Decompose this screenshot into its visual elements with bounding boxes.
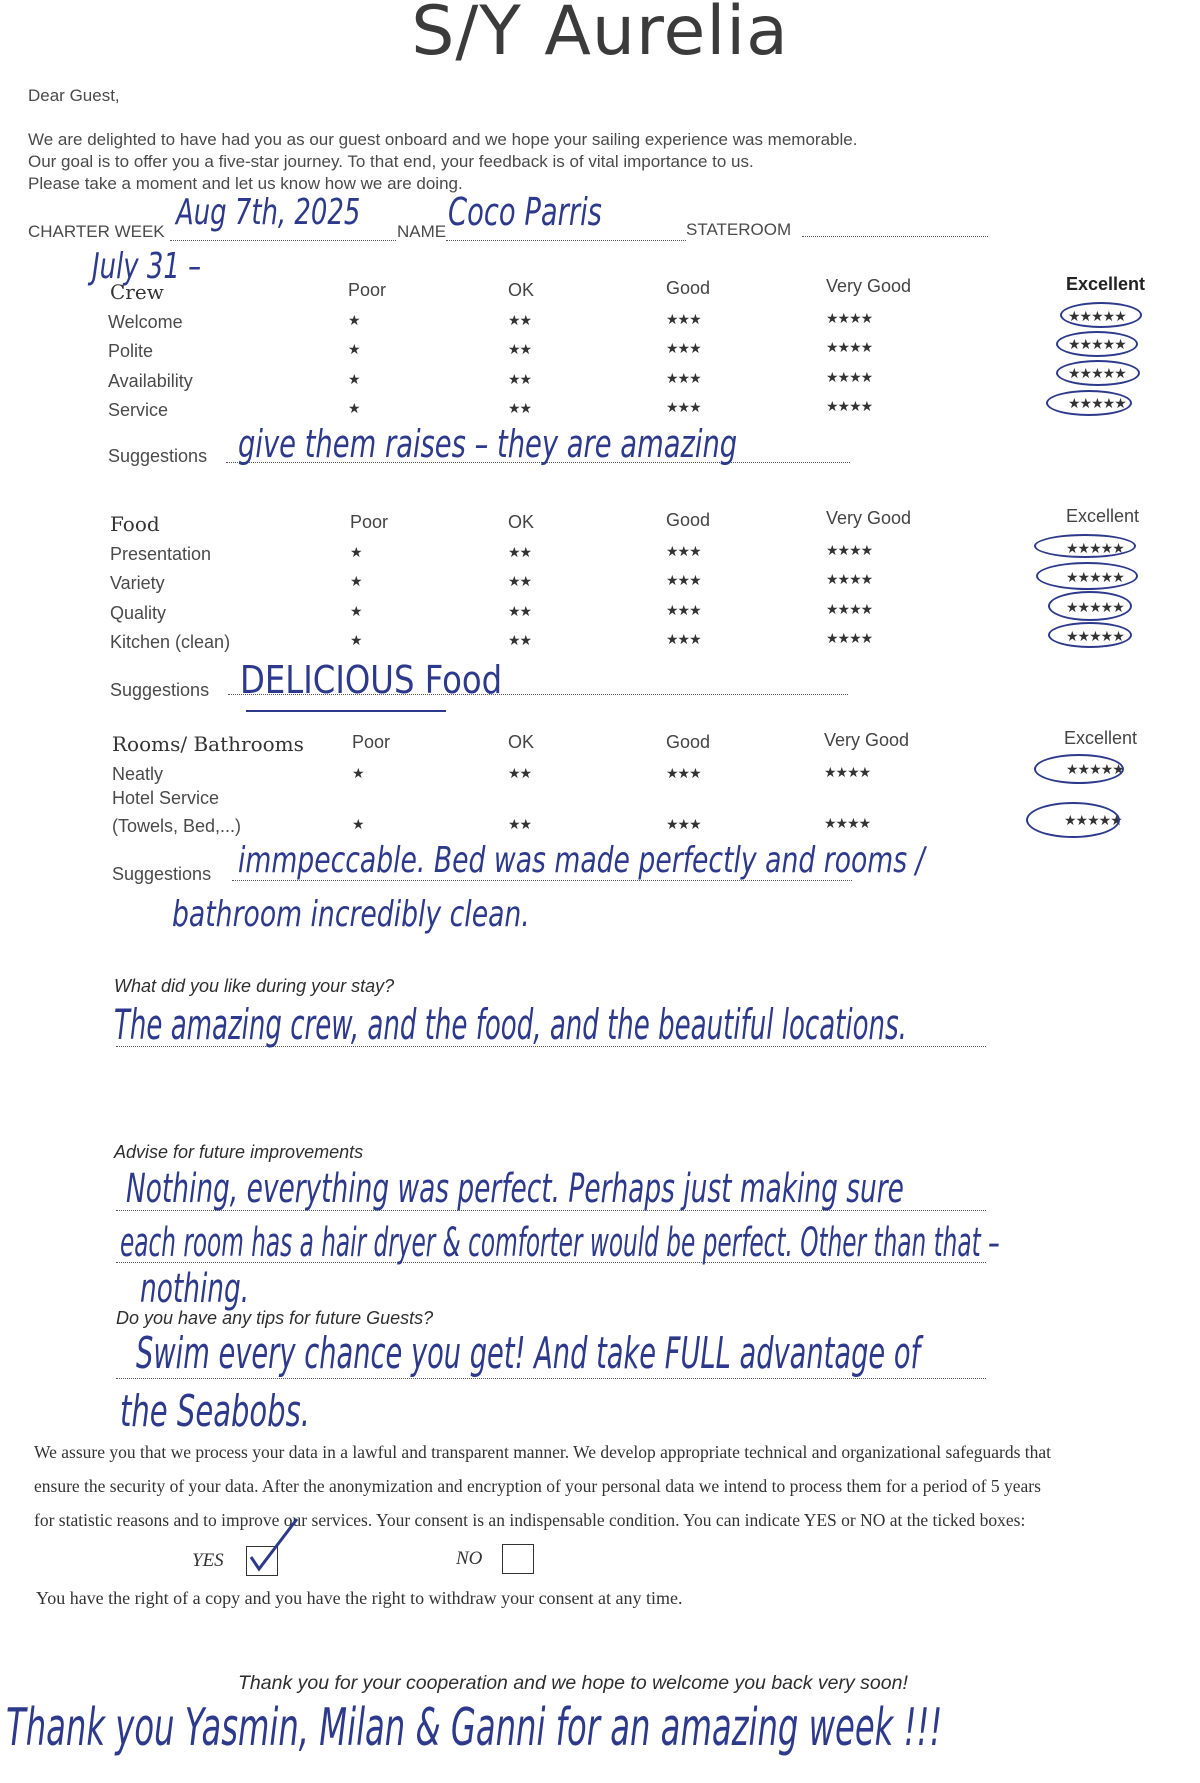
- selected-excellent-circle: [1034, 534, 1136, 558]
- rating-poor[interactable]: ★: [352, 817, 364, 833]
- rating-good[interactable]: ★★★: [666, 312, 701, 328]
- rating-very-good[interactable]: ★★★★: [826, 370, 873, 386]
- col-very-good: Very Good: [824, 730, 910, 750]
- rating-ok[interactable]: ★★: [508, 545, 532, 561]
- rating-excellent[interactable]: ★★★★★: [1064, 813, 1122, 829]
- rating-excellent[interactable]: ★★★★★: [1066, 762, 1124, 778]
- food-item-variety: Variety: [110, 573, 165, 593]
- rating-excellent[interactable]: ★★★★★: [1066, 570, 1124, 586]
- rating-ok[interactable]: ★★: [508, 372, 532, 388]
- rating-ok[interactable]: ★★: [508, 342, 532, 358]
- rating-very-good[interactable]: ★★★★: [826, 572, 873, 588]
- liked-question: What did you like during your stay?: [114, 976, 395, 996]
- rating-poor[interactable]: ★: [348, 401, 360, 417]
- rating-poor[interactable]: ★: [350, 604, 362, 620]
- improvements-answer-line-1[interactable]: Nothing, everything was perfect. Perhaps just making sure: [126, 1166, 904, 1212]
- rating-excellent[interactable]: ★★★★★: [1068, 309, 1126, 325]
- crew-item-availability: Availability: [108, 371, 193, 391]
- guest-name-value[interactable]: Coco Parris: [448, 190, 602, 234]
- selected-excellent-circle: [1048, 591, 1132, 621]
- rating-good[interactable]: ★★★: [666, 341, 701, 357]
- col-ok: OK: [508, 512, 535, 532]
- rating-ok[interactable]: ★★: [508, 604, 532, 620]
- improvements-question: Advise for future improvements: [114, 1142, 364, 1162]
- rooms-suggestion-line-1[interactable]: immpeccable. Bed was made perfectly and rooms /: [238, 840, 925, 881]
- liked-answer[interactable]: The amazing crew, and the food, and the beautiful locations.: [114, 1000, 907, 1049]
- rating-poor[interactable]: ★: [350, 633, 362, 649]
- food-item-kitchen: Kitchen (clean): [110, 632, 231, 652]
- col-poor: Poor: [348, 280, 387, 300]
- col-excellent: Excellent: [1066, 506, 1140, 526]
- rating-good[interactable]: ★★★: [666, 544, 701, 560]
- col-poor: Poor: [350, 512, 389, 532]
- intro-line-1: We are delighted to have had you as our guest onboard and we hope your sailing experience was memorable.: [28, 130, 858, 149]
- rating-very-good[interactable]: ★★★★: [826, 543, 873, 559]
- stateroom-label: STATEROOM: [686, 220, 792, 239]
- rating-very-good[interactable]: ★★★★: [826, 399, 873, 415]
- selected-excellent-circle: [1056, 331, 1138, 357]
- food-item-presentation: Presentation: [110, 544, 212, 564]
- improvements-answer-line-3[interactable]: nothing.: [140, 1266, 250, 1312]
- rating-very-good[interactable]: ★★★★: [826, 340, 873, 356]
- handwritten-thank-you: Thank you Yasmin, Milan & Ganni for an amazing week !!!: [6, 1698, 943, 1758]
- no-checkbox[interactable]: [502, 1544, 534, 1574]
- selected-excellent-circle: [1048, 622, 1132, 648]
- food-item-quality: Quality: [110, 603, 167, 623]
- improvements-answer-line-2[interactable]: each room has a hair dryer & comforter would be perfect. Other than that –: [120, 1220, 1000, 1266]
- rating-ok[interactable]: ★★: [508, 574, 532, 590]
- tips-question: Do you have any tips for future Guests?: [116, 1308, 434, 1328]
- crew-suggestions-label: Suggestions: [108, 446, 208, 466]
- col-excellent: Excellent: [1064, 728, 1138, 748]
- consent-rights: You have the right of a copy and you have the right to withdraw your consent at any time.: [36, 1588, 683, 1608]
- rating-poor[interactable]: ★: [350, 545, 362, 561]
- rating-ok[interactable]: ★★: [508, 766, 532, 782]
- charter-week-extra: July 31 –: [92, 246, 202, 287]
- yes-checkbox[interactable]: [246, 1546, 278, 1576]
- col-very-good: Very Good: [826, 276, 912, 296]
- rating-ok[interactable]: ★★: [508, 401, 532, 417]
- col-excellent: Excellent: [1066, 274, 1146, 294]
- charter-week-value[interactable]: Aug 7th, 2025: [176, 192, 361, 233]
- selected-excellent-circle: [1034, 754, 1124, 784]
- yes-label: YES: [192, 1550, 224, 1571]
- charter-week-label: CHARTER WEEK: [28, 222, 165, 241]
- no-label: NO: [456, 1548, 483, 1569]
- consent-line-1: We assure you that we process your data in a lawful and transparent manner. We develop appropriate technical and organizational safeguards that: [34, 1442, 1051, 1462]
- rooms-item-hotel-service: Hotel Service: [112, 788, 220, 808]
- rooms-item-towels-bed: (Towels, Bed,...): [112, 816, 242, 836]
- rating-good[interactable]: ★★★: [666, 400, 701, 416]
- rating-ok[interactable]: ★★: [508, 633, 532, 649]
- section-title-food: Food: [110, 512, 160, 536]
- rating-very-good[interactable]: ★★★★: [826, 602, 873, 618]
- rating-poor[interactable]: ★: [350, 574, 362, 590]
- rooms-suggestions-label: Suggestions: [112, 864, 212, 884]
- rating-poor[interactable]: ★: [348, 372, 360, 388]
- selected-excellent-circle: [1036, 562, 1138, 590]
- intro-line-2: Our goal is to offer you a five-star journey. To that end, your feedback is of vital importance to us.: [28, 152, 754, 171]
- rating-poor[interactable]: ★: [348, 313, 360, 329]
- rating-ok[interactable]: ★★: [508, 313, 532, 329]
- col-ok: OK: [508, 732, 535, 752]
- rating-excellent[interactable]: ★★★★★: [1068, 337, 1126, 353]
- selected-excellent-circle: [1046, 390, 1132, 416]
- crew-item-polite: Polite: [108, 341, 154, 361]
- rating-good[interactable]: ★★★: [666, 573, 701, 589]
- crew-item-welcome: Welcome: [108, 312, 183, 332]
- rating-excellent[interactable]: ★★★★★: [1066, 629, 1124, 645]
- col-good: Good: [666, 510, 711, 530]
- rooms-item-neatly: Neatly: [112, 764, 164, 784]
- footer-thanks: Thank you for your cooperation and we hope to welcome you back very soon!: [238, 1672, 908, 1694]
- selected-excellent-circle: [1056, 360, 1140, 386]
- col-ok: OK: [508, 280, 535, 300]
- stateroom-field[interactable]: [802, 236, 988, 237]
- rating-excellent[interactable]: ★★★★★: [1068, 396, 1126, 412]
- consent-line-3: for statistic reasons and to improve our services. Your consent is an indispensable condition. You can indicate YES or NO at the ticked boxes:: [34, 1510, 1026, 1530]
- selected-excellent-circle: [1060, 302, 1142, 328]
- rooms-suggestion-line-2[interactable]: bathroom incredibly clean.: [172, 894, 530, 935]
- name-label: NAME: [397, 222, 447, 241]
- rating-poor[interactable]: ★: [348, 342, 360, 358]
- crew-suggestion-text[interactable]: give them raises – they are amazing: [238, 422, 738, 466]
- tips-answer-line-2[interactable]: the Seabobs.: [120, 1386, 310, 1437]
- rating-excellent[interactable]: ★★★★★: [1066, 600, 1124, 616]
- crew-item-service: Service: [108, 400, 169, 420]
- rating-very-good[interactable]: ★★★★: [824, 816, 871, 832]
- section-title-crew: Crew: [110, 280, 164, 304]
- food-suggestion-text[interactable]: DELICIOUS Food: [240, 658, 503, 702]
- rating-very-good[interactable]: ★★★★: [826, 631, 873, 647]
- food-suggestions-label: Suggestions: [110, 680, 210, 700]
- rating-very-good[interactable]: ★★★★: [824, 765, 871, 781]
- selected-excellent-circle: [1026, 802, 1120, 838]
- tips-answer-line-1[interactable]: Swim every chance you get! And take FULL advantage of: [136, 1328, 921, 1379]
- col-good: Good: [666, 732, 711, 752]
- rating-ok[interactable]: ★★: [508, 817, 532, 833]
- rating-good[interactable]: ★★★: [666, 371, 701, 387]
- form-title: S/Y Aurelia: [411, 0, 789, 71]
- rating-good[interactable]: ★★★: [666, 817, 701, 833]
- check-mark-icon: [251, 1519, 297, 1569]
- rating-excellent[interactable]: ★★★★★: [1068, 366, 1126, 382]
- section-title-rooms: Rooms/ Bathrooms: [112, 732, 304, 756]
- rating-good[interactable]: ★★★: [666, 766, 701, 782]
- rating-very-good[interactable]: ★★★★: [826, 311, 873, 327]
- rating-good[interactable]: ★★★: [666, 632, 701, 648]
- greeting: Dear Guest,: [28, 86, 120, 105]
- col-very-good: Very Good: [826, 508, 912, 528]
- col-good: Good: [666, 278, 711, 298]
- rating-poor[interactable]: ★: [352, 766, 364, 782]
- rating-excellent[interactable]: ★★★★★: [1066, 541, 1124, 557]
- intro-line-3: Please take a moment and let us know how we are doing.: [28, 174, 463, 193]
- consent-line-2: ensure the security of your data. After the anonymization and encryption of your personal data we intend to process them for a period of 5 years: [34, 1476, 1041, 1496]
- rating-good[interactable]: ★★★: [666, 603, 701, 619]
- col-poor: Poor: [352, 732, 391, 752]
